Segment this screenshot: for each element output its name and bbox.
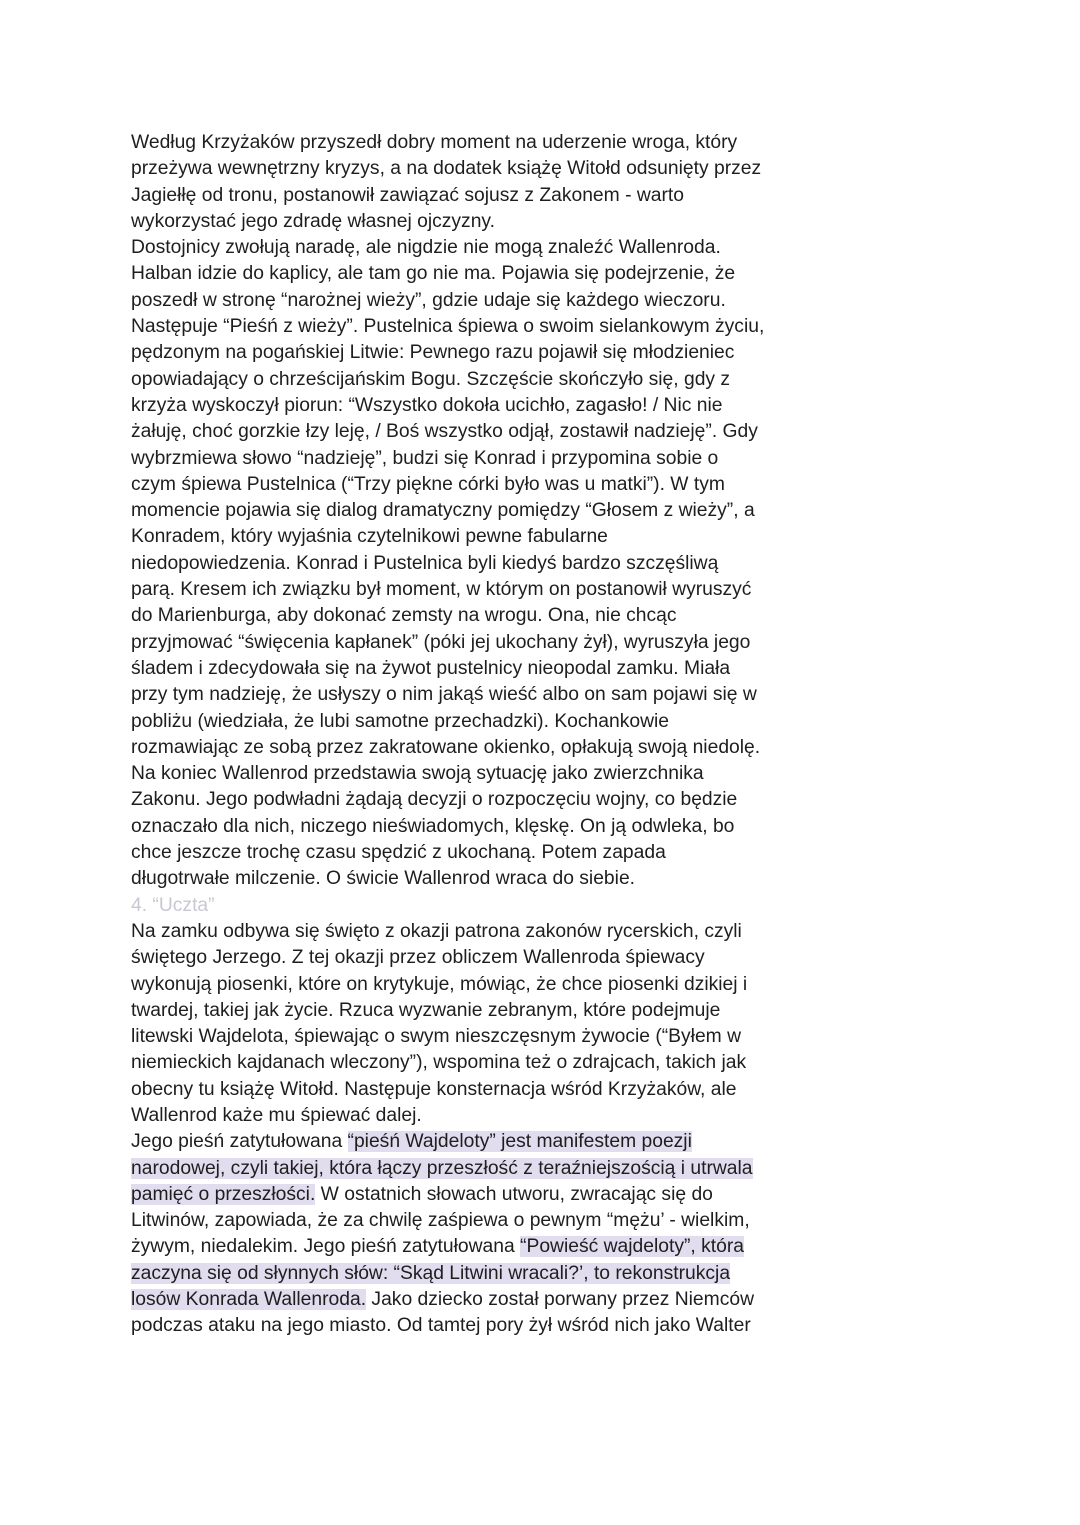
text-line: długotrwałe milczenie. O świcie Wallenrod wraca do siebie.: [131, 868, 636, 890]
text-line: przy tym nadzieję, że usłyszy o nim jakąś wieść albo on sam pojawi się w: [131, 684, 757, 706]
text-line: czym śpiewa Pustelnica (“Trzy piękne córki było was u matki”). W tym: [131, 473, 725, 495]
text-line: litewski Wajdelota, śpiewając o swym nieszczęsnym żywocie (“Byłem w: [131, 1026, 742, 1048]
highlighted-text: “Powieść wajdeloty”, która: [520, 1236, 744, 1258]
text-line: [131, 1182, 811, 1208]
text-line: wykorzystać jego zdradę własnej ojczyzny.: [131, 210, 495, 232]
text-line: wykonują piosenki, które on krytykuje, mówiąc, że chce piosenki dzikiej i: [131, 973, 748, 995]
text-line: pobliżu (wiedziała, że lubi samotne przechadzki). Kochankowie: [131, 710, 670, 732]
text-line: [131, 1129, 811, 1155]
text-line: podczas ataku na jego miasto. Od tamtej pory żył wśród nich jako Walter: [131, 1315, 751, 1337]
text-line: Litwinów, zapowiada, że za chwilę zaśpiewa o pewnym “mężu’ - wielkim,: [131, 1210, 750, 1232]
text-line: pędzonym na pogańskiej Litwie: Pewnego razu pojawił się młodzieniec: [131, 342, 735, 364]
text-line: Konradem, który wyjaśnia czytelnikowi pewne fabularne: [131, 526, 608, 548]
text-line: Na koniec Wallenrod przedstawia swoją sytuację jako zwierzchnika: [131, 763, 704, 785]
text-line: krzyża wyskoczył piorun: “Wszystko dokoła ucichło, zagasło! / Nic nie: [131, 394, 723, 416]
text-line: świętego Jerzego. Z tej okazji przez obliczem Wallenroda śpiewacy: [131, 947, 705, 969]
highlighted-text: pamięć o przeszłości.: [131, 1183, 316, 1205]
highlighted-text: narodowej, czyli takiej, która łączy przeszłość z teraźniejszością i utrwala: [131, 1157, 753, 1179]
highlighted-text: losów Konrada Wallenroda.: [131, 1289, 367, 1311]
text-line: momencie pojawia się dialog dramatyczny pomiędzy “Głosem z wieży”, a: [131, 500, 755, 522]
text-line: do Marienburga, aby dokonać zemsty na wrogu. Ona, nie chcąc: [131, 605, 677, 627]
text-line: Dostojnicy zwołują naradę, ale nigdzie nie mogą znaleźć Wallenroda.: [131, 237, 721, 259]
highlighted-text: “pieśń Wajdeloty” jest manifestem poezji: [347, 1131, 692, 1153]
text-line: śladem i zdecydowała się na żywot pustelnicy nieopodal zamku. Miała: [131, 657, 731, 679]
text-line: [131, 1156, 811, 1182]
paragraph-narada: [131, 130, 811, 893]
text-line: wybrzmiewa słowo “nadzieję”, budzi się Konrad i przypomina sobie o: [131, 447, 719, 469]
text-line: Jagiełłę od tronu, postanowił zawiązać sojusz z Zakonem - warto: [131, 184, 684, 206]
paragraph-uczta: [131, 919, 811, 1340]
text-line: Halban idzie do kaplicy, ale tam go nie ma. Pojawia się podejrzenie, że: [131, 263, 736, 285]
text-line: obecny tu książę Witołd. Następuje konsternacja wśród Krzyżaków, ale: [131, 1078, 737, 1100]
document-page: [131, 130, 811, 1340]
text-line: parą. Kresem ich związku był moment, w którym on postanowił wyruszyć: [131, 579, 752, 601]
text-line: Następuje “Pieśń z wieży”. Pustelnica śpiewa o swoim sielankowym życiu,: [131, 316, 765, 338]
text-segment: żywym, niedalekim. Jego pieśń zatytułowana: [131, 1236, 521, 1258]
text-line: chce jeszcze trochę czasu spędzić z ukochaną. Potem zapada: [131, 842, 666, 864]
highlighted-text: zaczyna się od słynnych słów: “Skąd Litwini wracali?’, to rekonstrukcja: [131, 1262, 731, 1284]
section-heading-uczta: 4. “Uczta”: [131, 894, 215, 916]
text-line: Wallenrod każe mu śpiewać dalej.: [131, 1104, 422, 1126]
text-line: przeżywa wewnętrzny kryzys, a na dodatek książę Witołd odsunięty przez: [131, 158, 762, 180]
text-segment: W ostatnich słowach utworu, zwracając się do: [315, 1183, 713, 1205]
text-line: niedopowiedzenia. Konrad i Pustelnica byli kiedyś bardzo szczęśliwą: [131, 552, 719, 574]
text-line: poszedł w stronę “narożnej wieży”, gdzie udaje się każdego wieczoru.: [131, 289, 726, 311]
text-line: oznaczało dla nich, niczego nieświadomych, klęskę. On ją odwleka, bo: [131, 815, 735, 837]
text-line: żałuję, choć gorzkie łzy leję, / Boś wszystko odjął, zostawił nadzieję”. Gdy: [131, 421, 758, 443]
text-line: Według Krzyżaków przyszedł dobry moment na uderzenie wroga, który: [131, 132, 738, 153]
text-line: Zakonu. Jego podwładni żądają decyzji o rozpoczęciu wojny, co będzie: [131, 789, 738, 811]
text-line: opowiadający o chrześcijańskim Bogu. Szczęście skończyło się, gdy z: [131, 368, 731, 390]
text-line: twardej, takiej jak życie. Rzuca wyzwanie zebranym, które podejmuje: [131, 999, 721, 1021]
text-line: rozmawiając ze sobą przez zakratowane okienko, opłakują swoją niedolę.: [131, 736, 761, 758]
text-segment: Jako dziecko został porwany przez Niemców: [366, 1289, 755, 1311]
text-line: [131, 1287, 811, 1313]
text-line: Na zamku odbywa się święto z okazji patrona zakonów rycerskich, czyli: [131, 920, 742, 942]
text-line: przyjmować “święcenia kapłanek” (póki jej ukochany żył), wyruszyła jego: [131, 631, 751, 653]
text-line: [131, 1261, 811, 1287]
text-line: niemieckich kajdanach wleczony”), wspomina też o zdrajcach, takich jak: [131, 1052, 747, 1074]
text-segment: Jego pieśń zatytułowana: [131, 1131, 348, 1153]
text-line: [131, 1234, 811, 1260]
